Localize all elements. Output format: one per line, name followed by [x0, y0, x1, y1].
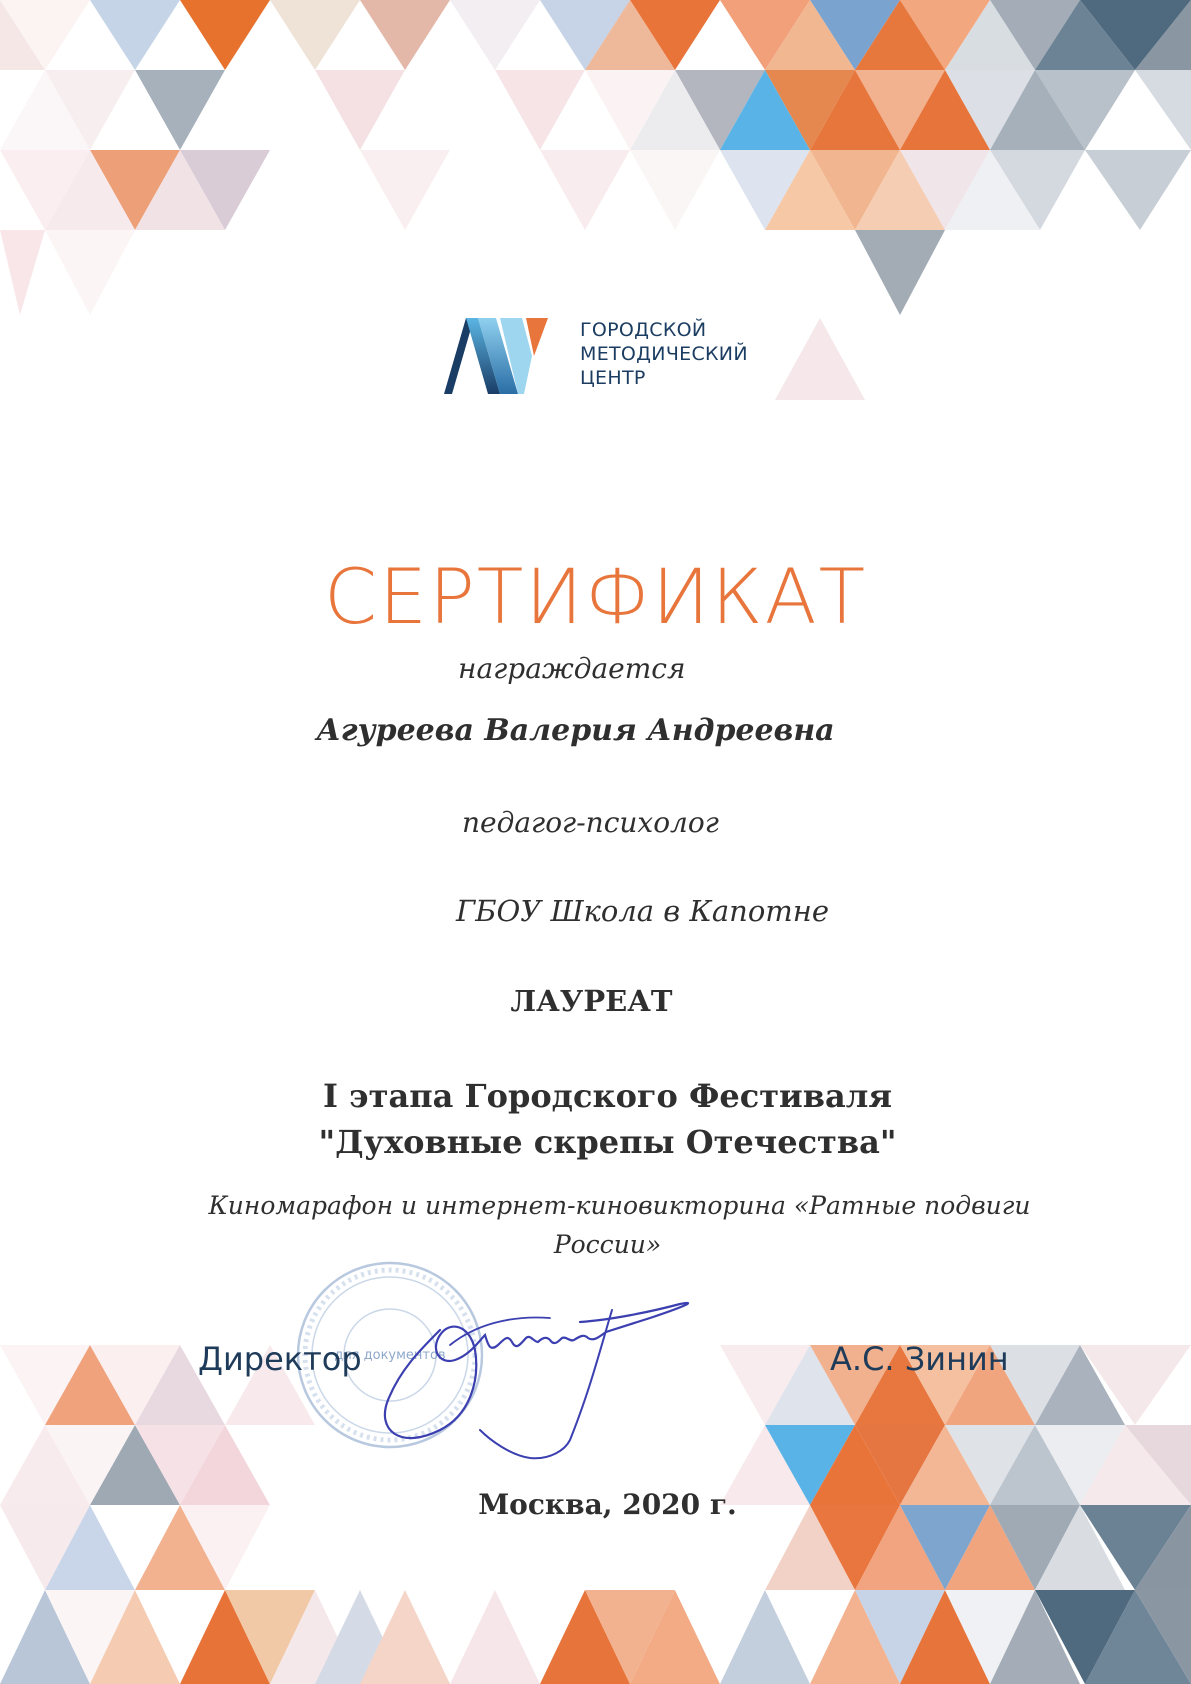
- signature-role: Директор: [198, 1340, 362, 1378]
- org-name-line-1: ГОРОДСКОЙ: [580, 319, 707, 341]
- place-date: Москва, 2020 г.: [478, 1488, 737, 1521]
- director-signature: [380, 1290, 740, 1470]
- certificate-title: СЕРТИФИКАТ: [323, 552, 868, 641]
- org-name-line-3: ЦЕНТР: [580, 367, 646, 389]
- signature-name: А.С. Зинин: [830, 1340, 1009, 1378]
- award-title: ЛАУРЕАТ: [510, 984, 673, 1018]
- nomination-line-1: Киномарафон и интернет-киновикторина «Ратные подвиги: [208, 1191, 1031, 1220]
- nomination-line-2: России»: [553, 1230, 662, 1259]
- org-name: [580, 318, 748, 390]
- stamp-text: для документов: [334, 1348, 446, 1363]
- recipient-position: педагог-психолог: [462, 806, 719, 839]
- event-line-1: I этапа Городского Фестиваля: [323, 1077, 892, 1115]
- org-name-line-2: МЕТОДИЧЕСКИЙ: [580, 343, 748, 365]
- recipient-institution: ГБОУ Школа в Капотне: [456, 894, 830, 928]
- awarded-label: награждается: [458, 652, 686, 685]
- event-line-2: "Духовные скрепы Отечества": [318, 1123, 897, 1161]
- recipient-name: Агуреева Валерия Андреевна: [316, 713, 835, 748]
